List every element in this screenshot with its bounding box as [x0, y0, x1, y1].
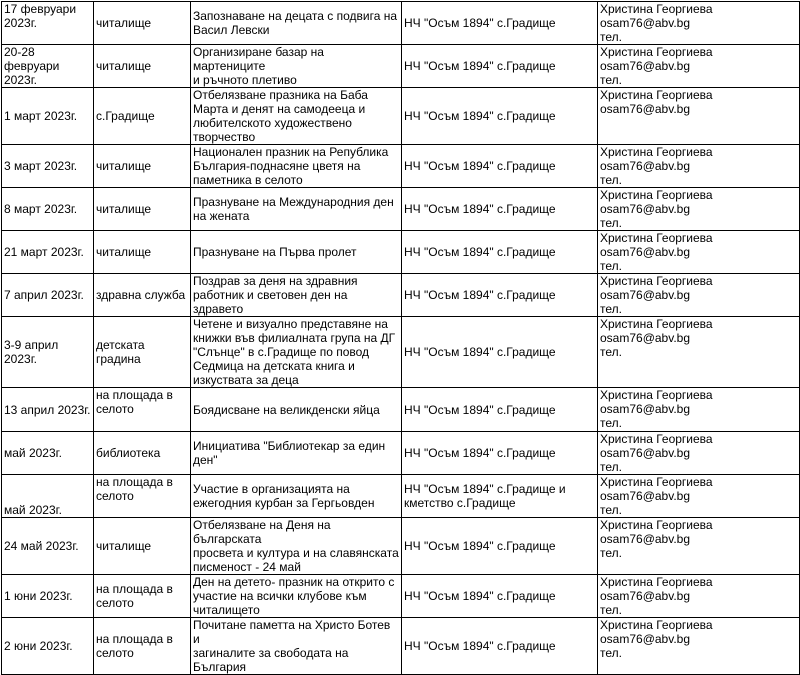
event-cell: Запознаване на децата с подвига на Васил Левски [191, 2, 402, 45]
organizer-cell: НЧ "Осъм 1894" с.Градище [402, 231, 598, 274]
contact-email: osam76@abv.bg [600, 446, 691, 460]
organizer-cell: НЧ "Осъм 1894" с.Градище [402, 88, 598, 145]
contact-name: Христина Георгиева [600, 145, 713, 159]
contact-name: Христина Георгиева [600, 317, 713, 331]
place-cell: на площада в селото [94, 475, 191, 518]
table-row [2, 518, 800, 575]
contact-cell [598, 188, 800, 231]
contact-tel: тел. [600, 302, 622, 316]
contact-name: Христина Георгиева [600, 618, 713, 632]
place-cell: библиотека [94, 432, 191, 475]
table-row [2, 45, 800, 88]
contact-name: Христина Георгиева [600, 575, 713, 589]
contact-name: Христина Георгиева [600, 388, 713, 402]
place-cell: читалище [94, 231, 191, 274]
contact-email: osam76@abv.bg [600, 102, 691, 116]
event-cell: Празнуване на Международния ден на жената [191, 188, 402, 231]
organizer-cell: НЧ "Осъм 1894" с.Градище и кметство с.Градище [402, 475, 598, 518]
contact-name: Христина Георгиева [600, 45, 713, 59]
contact-tel: тел. [600, 603, 622, 617]
contact-name: Христина Георгиева [600, 518, 713, 532]
table-row [2, 317, 800, 388]
event-cell: Боядисване на великденски яйца [191, 388, 402, 432]
date-cell: 13 април 2023г. [2, 388, 94, 432]
place-cell: детската градина [94, 317, 191, 388]
event-cell: Ден на детето- празник на открито с участие на всички клубове към читалището [191, 575, 402, 618]
contact-cell [598, 2, 800, 45]
table-row [2, 188, 800, 231]
contact-cell [598, 231, 800, 274]
event-cell: Отбелязване празника на Баба Марта и денят на самодееца и любителското художествено творчество [191, 88, 402, 145]
organizer-cell: НЧ "Осъм 1894" с.Градище [402, 432, 598, 475]
date-cell: 20-28 февруари 2023г. [2, 45, 94, 88]
place-cell: на площада в селото [94, 575, 191, 618]
contact-cell [598, 317, 800, 388]
date-cell: 1 юни 2023г. [2, 575, 94, 618]
contact-name: Христина Георгиева [600, 274, 713, 288]
place-cell: с.Градище [94, 88, 191, 145]
contact-tel: тел. [600, 546, 622, 560]
event-cell: Организиране базар на мартениците и ръчното плетиво [191, 45, 402, 88]
place-cell: на площада в селото [94, 618, 191, 675]
organizer-cell: НЧ "Осъм 1894" с.Градище [402, 388, 598, 432]
contact-tel: тел. [600, 173, 622, 187]
place-cell: читалище [94, 45, 191, 88]
contact-email: osam76@abv.bg [600, 59, 691, 73]
contact-tel: тел. [600, 416, 622, 430]
event-cell: Национален празник на Република България-поднасяне цветя на паметника в селото [191, 145, 402, 188]
contact-name: Христина Георгиева [600, 88, 713, 102]
contact-cell [598, 145, 800, 188]
place-cell: читалище [94, 188, 191, 231]
date-cell: 1 март 2023г. [2, 88, 94, 145]
contact-cell [598, 432, 800, 475]
organizer-cell: НЧ "Осъм 1894" с.Градище [402, 618, 598, 675]
contact-cell [598, 45, 800, 88]
organizer-cell: НЧ "Осъм 1894" с.Градище [402, 274, 598, 317]
table-row [2, 618, 800, 675]
place-cell: читалище [94, 2, 191, 45]
event-cell: Инициатива "Библиотекар за един ден" [191, 432, 402, 475]
organizer-cell: НЧ "Осъм 1894" с.Градище [402, 45, 598, 88]
place-cell: читалище [94, 518, 191, 575]
table-row [2, 388, 800, 432]
contact-email: osam76@abv.bg [600, 331, 691, 345]
events-table [1, 1, 800, 675]
event-cell: Почитане паметта на Христо Ботев и загиналите за свободата на България [191, 618, 402, 675]
contact-tel: тел. [600, 259, 622, 273]
contact-email: osam76@abv.bg [600, 16, 691, 30]
place-cell: здравна служба [94, 274, 191, 317]
event-cell: Отбелязване на Деня на българската просвета и култура и на славянската писменост - 24 май [191, 518, 402, 575]
date-cell: 7 април 2023г. [2, 274, 94, 317]
date-cell: 24 май 2023г. [2, 518, 94, 575]
contact-tel: тел. [600, 73, 622, 87]
date-cell: май 2023г. [2, 432, 94, 475]
contact-email: osam76@abv.bg [600, 589, 691, 603]
contact-tel: тел. [600, 646, 622, 660]
contact-tel: тел. [600, 30, 622, 44]
organizer-cell: НЧ "Осъм 1894" с.Градище [402, 317, 598, 388]
contact-email: osam76@abv.bg [600, 489, 691, 503]
table-row [2, 2, 800, 45]
contact-cell [598, 575, 800, 618]
table-row [2, 432, 800, 475]
date-cell: май 2023г. [2, 475, 94, 518]
contact-cell [598, 274, 800, 317]
organizer-cell: НЧ "Осъм 1894" с.Градище [402, 188, 598, 231]
contact-email: osam76@abv.bg [600, 288, 691, 302]
contact-tel: тел. [600, 460, 622, 474]
place-cell: читалище [94, 145, 191, 188]
event-cell: Поздрав за деня на здравния работник и световен ден на здравето [191, 274, 402, 317]
contact-name: Христина Георгиева [600, 432, 713, 446]
contact-tel: тел. [600, 503, 622, 517]
contact-tel: тел. [600, 216, 622, 230]
table-row [2, 88, 800, 145]
contact-email: osam76@abv.bg [600, 159, 691, 173]
contact-name: Христина Георгиева [600, 475, 713, 489]
contact-name: Христина Георгиева [600, 231, 713, 245]
event-cell: Участие в организацията на ежегодния курбан за Гергьовден [191, 475, 402, 518]
organizer-cell: НЧ "Осъм 1894" с.Градище [402, 145, 598, 188]
date-cell: 3-9 април 2023г. [2, 317, 94, 388]
contact-email: osam76@abv.bg [600, 632, 691, 646]
table-row [2, 231, 800, 274]
contact-cell [598, 88, 800, 145]
contact-cell [598, 475, 800, 518]
contact-email: osam76@abv.bg [600, 402, 691, 416]
contact-email: osam76@abv.bg [600, 532, 691, 546]
organizer-cell: НЧ "Осъм 1894" с.Градище [402, 518, 598, 575]
date-cell: 2 юни 2023г. [2, 618, 94, 675]
date-cell: 17 февруари 2023г. [2, 2, 94, 45]
table-row [2, 274, 800, 317]
organizer-cell: НЧ "Осъм 1894" с.Градище [402, 2, 598, 45]
contact-cell [598, 388, 800, 432]
date-cell: 21 март 2023г. [2, 231, 94, 274]
contact-cell [598, 618, 800, 675]
event-cell: Празнуване на Първа пролет [191, 231, 402, 274]
contact-email: osam76@abv.bg [600, 245, 691, 259]
table-row [2, 575, 800, 618]
contact-name: Христина Георгиева [600, 2, 713, 16]
contact-name: Христина Георгиева [600, 188, 713, 202]
place-cell: на площада в селото [94, 388, 191, 432]
contact-tel: тел. [600, 345, 622, 359]
organizer-cell: НЧ "Осъм 1894" с.Градище [402, 575, 598, 618]
contact-cell [598, 518, 800, 575]
date-cell: 8 март 2023г. [2, 188, 94, 231]
date-cell: 3 март 2023г. [2, 145, 94, 188]
table-row [2, 475, 800, 518]
table-row [2, 145, 800, 188]
contact-email: osam76@abv.bg [600, 202, 691, 216]
event-cell: Четене и визуално представяне на книжки във филиалната група на ДГ "Слънце" в с.Градище по повод Седмица на детската книга и изкуствата за деца [191, 317, 402, 388]
